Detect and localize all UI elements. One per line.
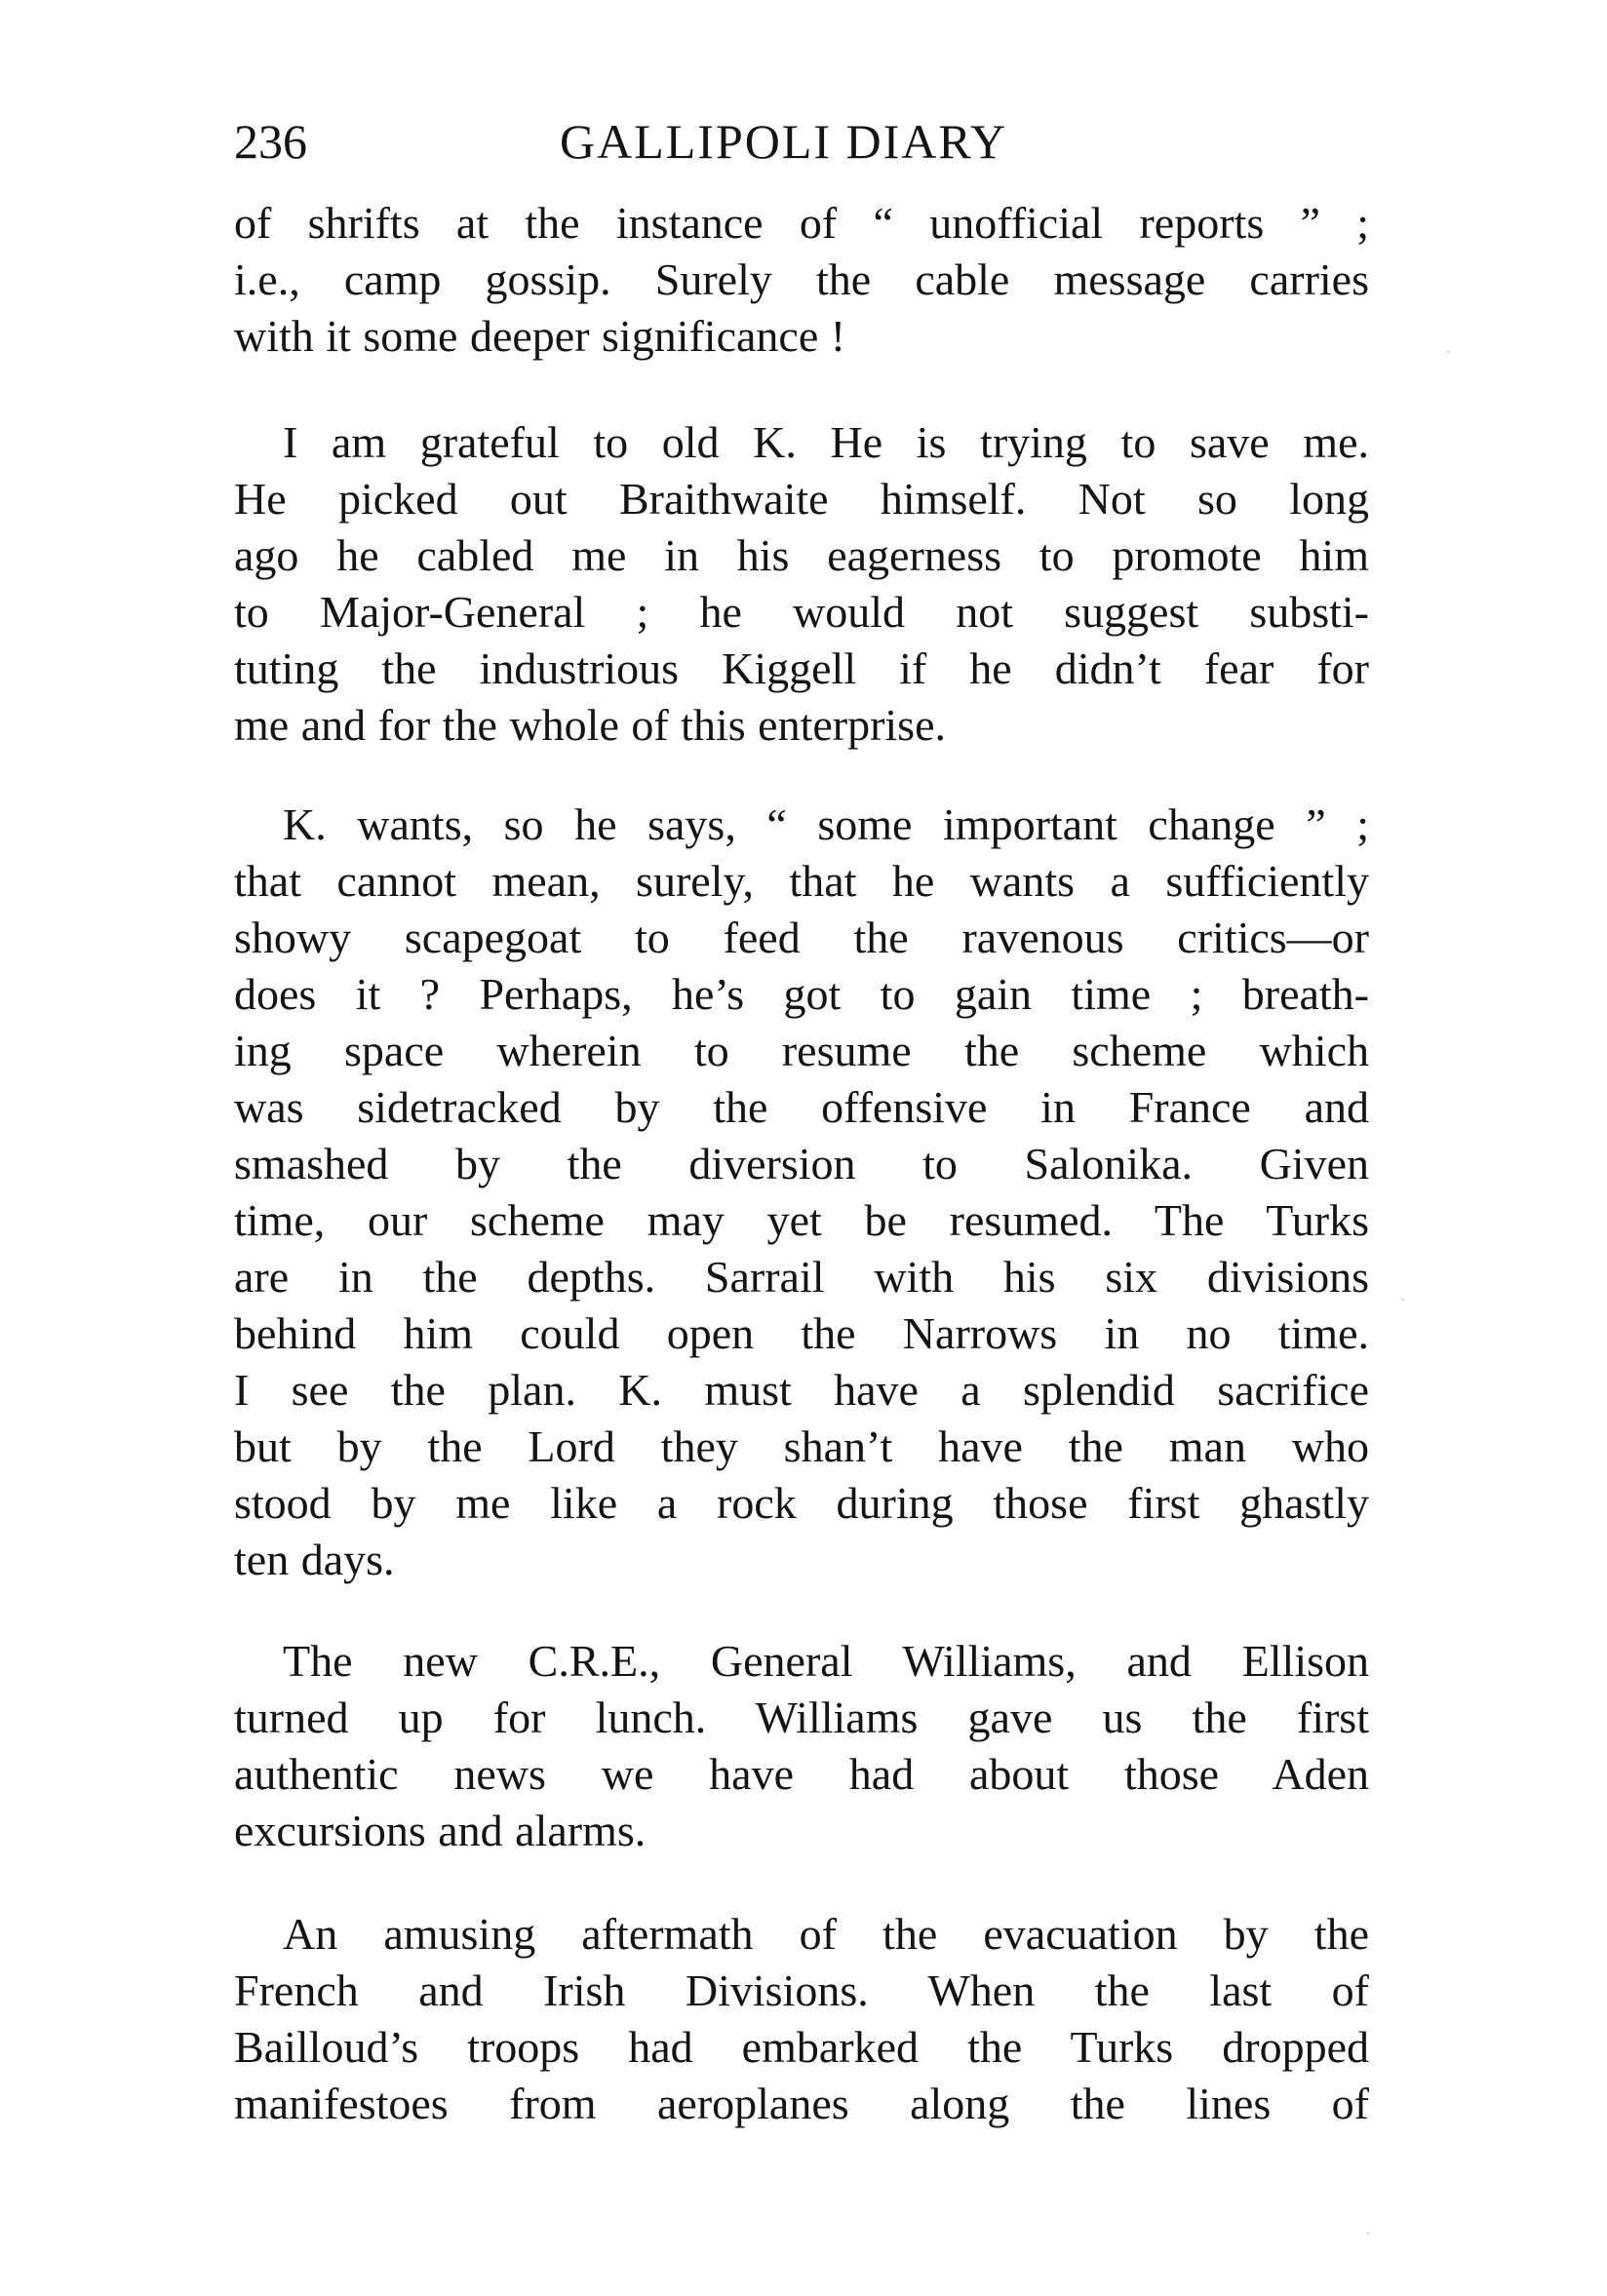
paragraph-5: [234, 1906, 1369, 2132]
text-line: to Major-General ; he would not suggest substi-: [234, 587, 1369, 637]
text-line: i.e., camp gossip. Surely the cable message carries: [234, 254, 1369, 304]
text-line: I am grateful to old K. He is trying to save me.: [283, 417, 1369, 467]
text-line: ago he cabled me in his eagerness to promote him: [234, 530, 1369, 580]
text-line: K. wants, so he says, “ some important change ” ;: [283, 799, 1369, 849]
text-line: showy scapegoat to feed the ravenous critics—or: [234, 913, 1369, 962]
paper-speck: [1367, 2233, 1369, 2235]
text-line: was sidetracked by the offensive in France and: [234, 1082, 1369, 1132]
text-line: tuting the industrious Kiggell if he didn’t fear for: [234, 643, 1369, 693]
paragraph-1: [234, 195, 1369, 365]
text-line: French and Irish Divisions. When the last of: [234, 1965, 1369, 2015]
paragraph-3: [234, 797, 1369, 1588]
text-line: ing space wherein to resume the scheme which: [234, 1026, 1369, 1075]
text-line: excursions and alarms.: [234, 1806, 647, 1855]
text-line: manifestoes from aeroplanes along the lines of: [234, 2079, 1369, 2128]
text-line: An amusing aftermath of the evacuation by the: [283, 1909, 1369, 1959]
text-line: He picked out Braithwaite himself. Not so long: [234, 474, 1369, 524]
text-line: authentic news we have had about those Aden: [234, 1749, 1369, 1799]
text-line: are in the depths. Sarrail with his six divisions: [234, 1252, 1369, 1302]
text-line: does it ? Perhaps, he’s got to gain time ; breath-: [234, 969, 1369, 1019]
page-header: [234, 112, 1370, 171]
text-line: stood by me like a rock during those first ghastly: [234, 1478, 1369, 1528]
text-line: I see the plan. K. must have a splendid sacrifice: [234, 1365, 1369, 1415]
text-line: of shrifts at the instance of “ unofficial reports ” ;: [234, 198, 1369, 248]
page-number: 236: [234, 114, 307, 169]
text-line: time, our scheme may yet be resumed. The Turks: [234, 1195, 1369, 1245]
text-line: ten days.: [234, 1535, 395, 1584]
text-line: that cannot mean, surely, that he wants a sufficiently: [234, 856, 1369, 906]
text-line: turned up for lunch. Williams gave us the first: [234, 1693, 1369, 1742]
running-title: GALLIPOLI DIARY: [560, 114, 1008, 169]
paragraph-4: [234, 1633, 1369, 1859]
text-line: behind him could open the Narrows in no time.: [234, 1308, 1369, 1358]
text-line: but by the Lord they shan’t have the man who: [234, 1421, 1369, 1471]
text-line: me and for the whole of this enterprise.: [234, 700, 946, 750]
text-line: smashed by the diversion to Salonika. Given: [234, 1139, 1369, 1188]
paper-speck: [1447, 351, 1449, 353]
text-line: Bailloud’s troops had embarked the Turks dropped: [234, 2022, 1369, 2072]
text-line: The new C.R.E., General Williams, and Ellison: [283, 1636, 1369, 1686]
paper-speck: [1402, 1299, 1404, 1301]
paragraph-2: [234, 414, 1369, 754]
text-line: with it some deeper significance !: [234, 311, 846, 361]
